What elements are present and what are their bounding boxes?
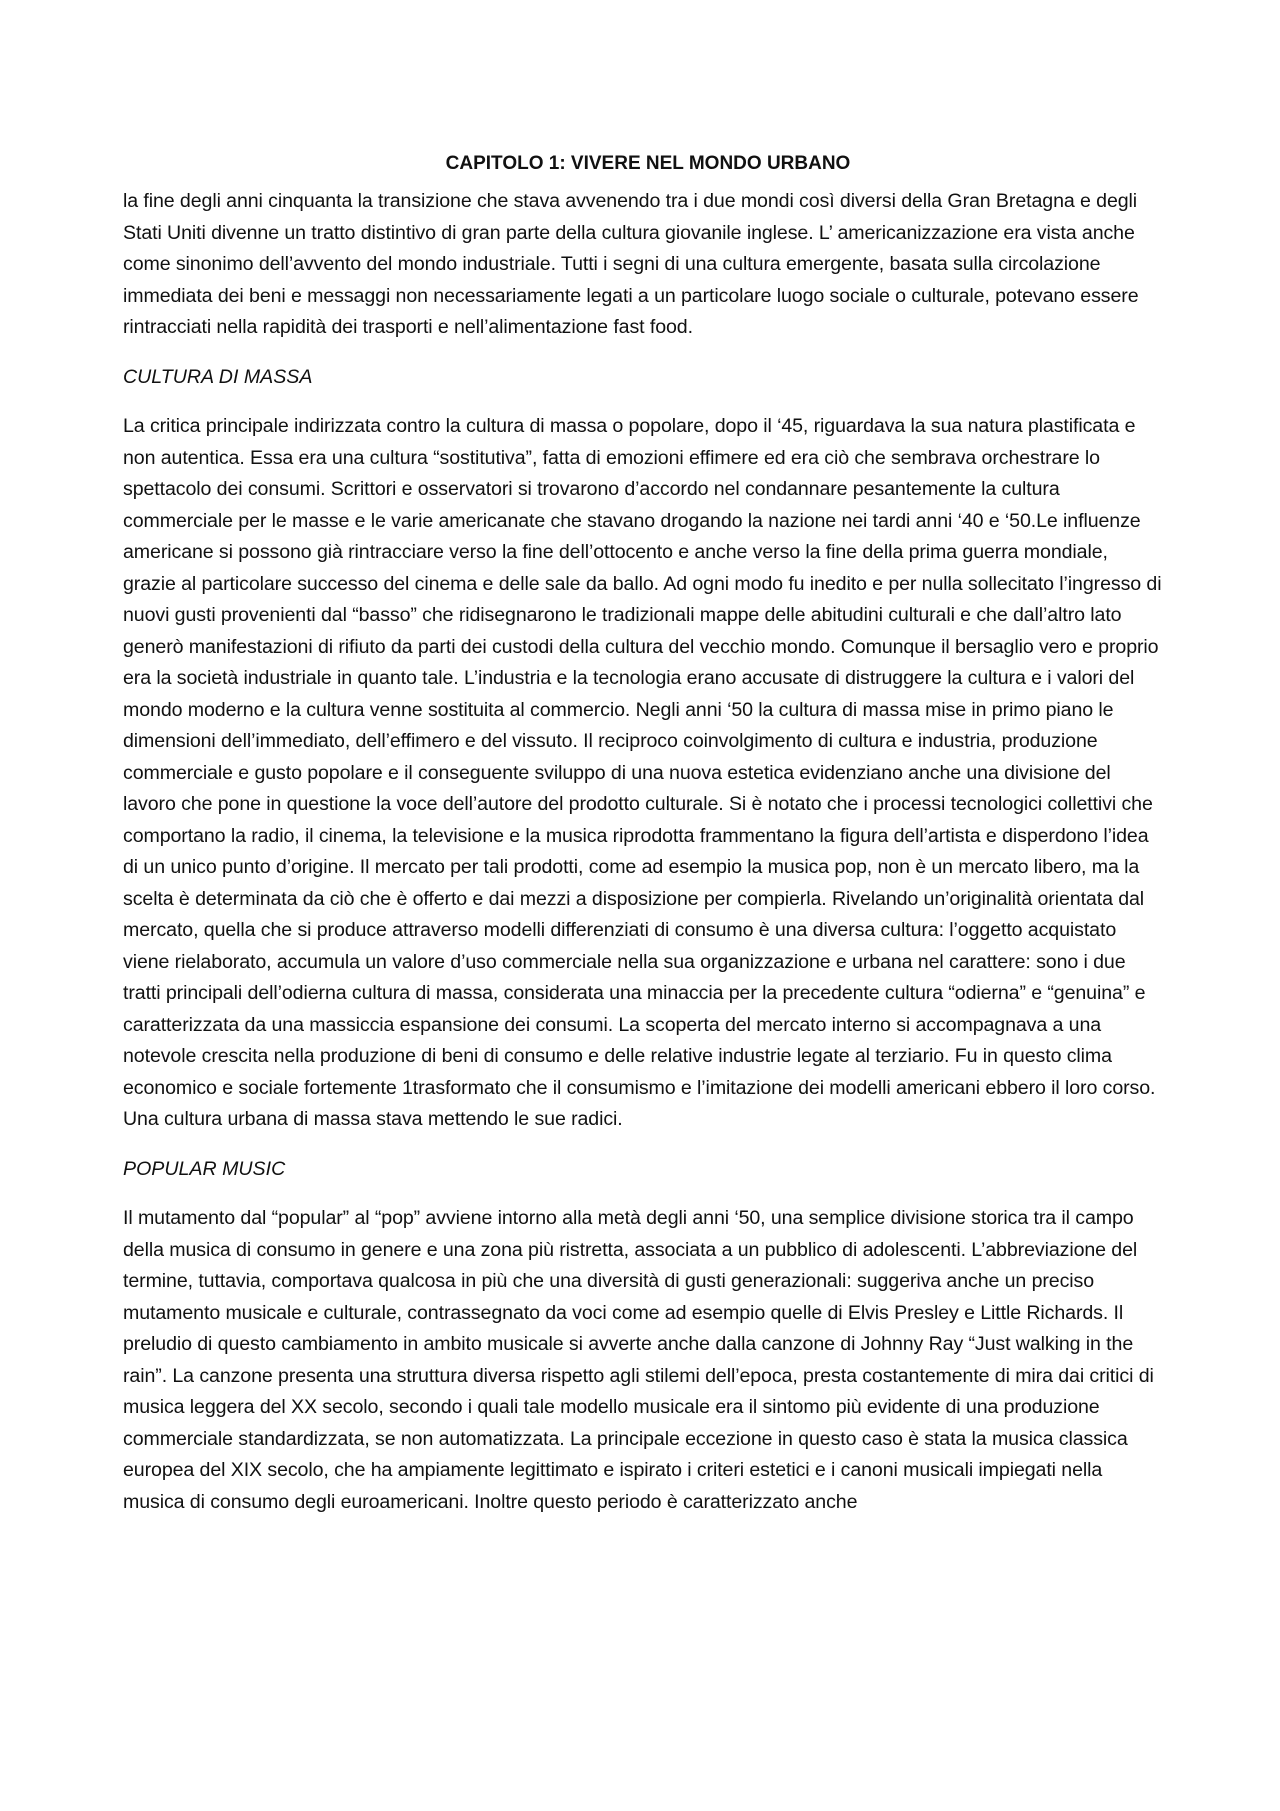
section-heading-popular-music: POPULAR MUSIC (123, 1157, 286, 1180)
document-content (123, 150, 1163, 1536)
chapter-title: CAPITOLO 1: VIVERE NEL MONDO URBANO (445, 153, 851, 174)
section-body-cultura-di-massa: La critica principale indirizzata contro la cultura di massa o popolare, dopo il ‘45, riguardava la sua natura plastificata e non autentica. Essa era una cultura “sostitutiva”, fatta di emozioni effimere ed era ciò che sembrava orchestrare lo spettacolo dei consumi. Scrittori e osservatori si trovarono d’accordo nel condannare pesantemente la cultura commerciale per le masse e le varie americanate che stavano drogando la nazione nei tardi anni ‘40 e ‘50.Le influenze americane si possono già rintracciare verso la fine dell’ottocento e anche verso la fine della prima guerra mondiale, grazie al particolare successo del cinema e delle sale da ballo. Ad ogni modo fu inedito e per nulla sollecitato l’ingresso di nuovi gusti provenienti dal “basso” che ridisegnarono le tradizionali mappe delle abitudini culturali e che dall’altro lato generò manifestazioni di rifiuto da parti dei custodi della cultura del vecchio mondo. Comunque il bersaglio vero e proprio era la società industriale in quanto tale. L’industria e la tecnologia erano accusate di distruggere la cultura e i valori del mondo moderno e la cultura venne sostituita al commercio. Negli anni ‘50 la cultura di massa mise in primo piano le dimensioni dell’immediato, dell’effimero e del vissuto. Il reciproco coinvolgimento di cultura e industria, produzione commerciale e gusto popolare e il conseguente sviluppo di una nuova estetica evidenziano anche una divisione del lavoro che pone in questione la voce dell’autore del prodotto culturale. Si è notato che i processi tecnologici collettivi che comportano la radio, il cinema, la televisione e la musica riprodotta frammentano la figura dell’artista e disperdono l’idea di un unico punto d’origine. Il mercato per tali prodotti, come ad esempio la musica pop, non è un mercato libero, ma la scelta è determinata da ciò che è offerto e dai mezzi a disposizione per compierla. Rivelando un’originalità orientata dal mercato, quella che si produce attraverso modelli differenziati di consumo è una diversa cultura: l’oggetto acquistato viene rielaborato, accumula un valore d’uso commerciale nella sua organizzazione e urbana nel carattere: sono i due tratti principali dell’odierna cultura di massa, considerata una minaccia per la precedente cultura “odierna” e “genuina” e caratterizzata da una massiccia espansione dei consumi. La scoperta del mercato interno si accompagnava a una notevole crescita nella produzione di beni di consumo e delle relative industrie legate al terziario. Fu in questo clima economico e sociale fortemente 1trasformato che il consumismo e l’imitazione dei modelli americani ebbero il loro corso. Una cultura urbana di massa stava mettendo le sue radici. (123, 415, 1162, 1130)
section-body-popular-music: Il mutamento dal “popular” al “pop” avviene intorno alla metà degli anni ‘50, una semplice divisione storica tra il campo della musica di consumo in genere e una zona più ristretta, associata a un pubblico di adolescenti. L’abbreviazione del termine, tuttavia, comportava qualcosa in più che una diversità di gusti generazionali: suggeriva anche un preciso mutamento musicale e culturale, contrassegnato da voci come ad esempio quelle di Elvis Presley e Little Richards. Il preludio di questo cambiamento in ambito musicale si avverte anche dalla canzone di Johnny Ray “Just walking in the rain”. La canzone presenta una struttura diversa rispetto agli stilemi dell’epoca, presta costantemente di mira dai critici di musica leggera del XX secolo, secondo i quali tale modello musicale era il sintomo più evidente di una produzione commerciale standardizzata, se non automatizzata. La principale eccezione in questo caso è stata la musica classica europea del XIX secolo, che ha ampiamente legittimato e ispirato i criteri estetici e i canoni musicali impiegati nella musica di consumo degli euroamericani. Inoltre questo periodo è caratterizzato anche (123, 1207, 1154, 1513)
intro-paragraph: la fine degli anni cinquanta la transizione che stava avvenendo tra i due mondi così diversi della Gran Bretagna e degli Stati Uniti divenne un tratto distintivo di gran parte della cultura giovanile inglese. L’ americanizzazione era vista anche come sinonimo dell’avvento del mondo industriale. Tutti i segni di una cultura emergente, basata sulla circolazione immediata dei beni e messaggi non necessariamente legati a un particolare luogo sociale o culturale, potevano essere rintracciati nella rapidità dei trasporti e nell’alimentazione fast food. (123, 190, 1139, 338)
section-heading-cultura-di-massa: CULTURA DI MASSA (123, 365, 313, 388)
